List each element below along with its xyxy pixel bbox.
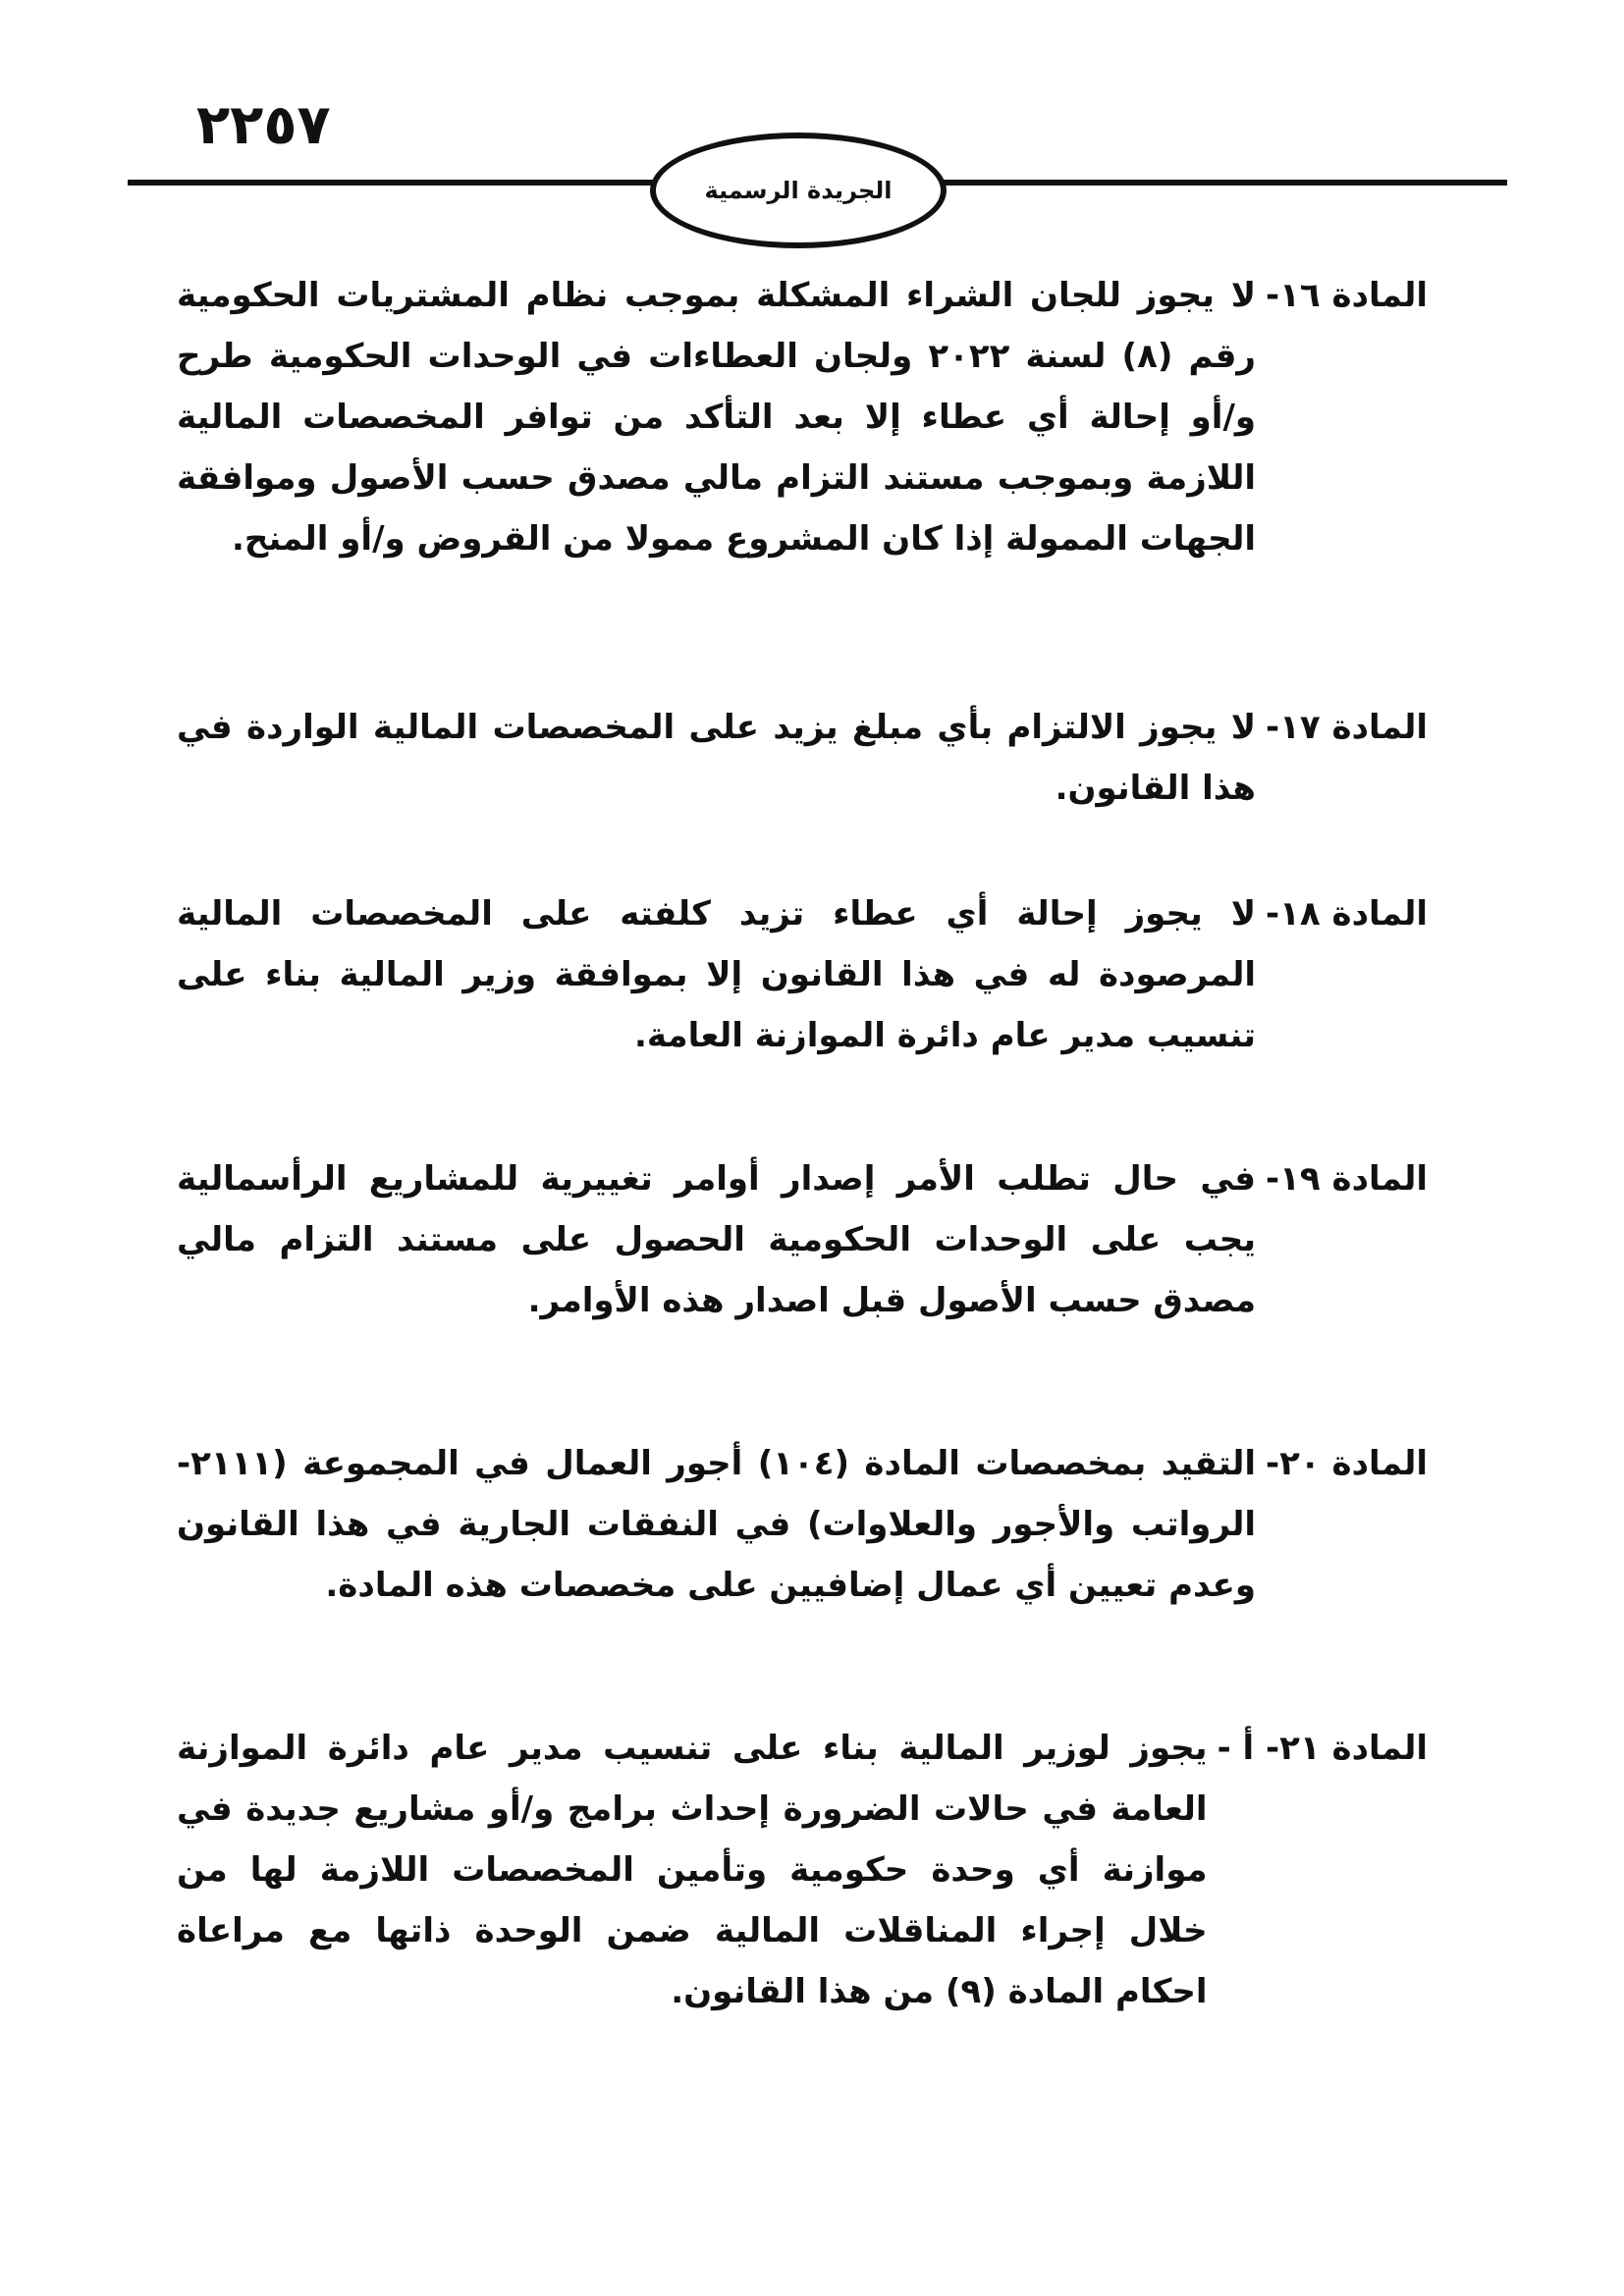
- article-text: في حال تطلب الأمر إصدار أوامر تغييرية للمشاريع الرأسمالية يجب على الوحدات الحكومية الحصول على مستند التزام مالي مصدق حسب الأصول قبل اصدار هذه الأوامر.: [177, 1159, 1257, 1320]
- article-17: [177, 697, 1428, 819]
- article-16: [177, 265, 1428, 569]
- article-text: يجوز لوزير المالية بناء على تنسيب مدير عام دائرة الموازنة العامة في حالات الضرورة إحداث برامج و/أو مشاريع جديدة في موازنة أي وحدة حكومية وتأمين المخصصات اللازمة لها من خلال إجراء المناقلات المالية ضمن الوحدة ذاتها مع مراعاة احكام المادة (٩) من هذا القانون.: [177, 1729, 1208, 2011]
- article-text: لا يجوز إحالة أي عطاء تزيد كلفته على المخصصات المالية المرصودة له في هذا القانون إلا بموافقة وزير المالية بناء على تنسيب مدير عام دائرة الموازنة العامة.: [177, 894, 1257, 1055]
- article-label: المادة ١٩-: [1266, 1159, 1428, 1199]
- page-number: ٢٢٥٧: [196, 93, 331, 157]
- article-text: لا يجوز للجان الشراء المشكلة بموجب نظام المشتريات الحكومية رقم (٨) لسنة ٢٠٢٢ ولجان العطاءات في الوحدات الحكومية طرح و/أو إحالة أي عطاء إلا بعد التأكد من توافر المخصصات المالية اللازمة وبموجب مستند التزام مالي مصدق حسب الأصول وموافقة الجهات الممولة إذا كان المشروع ممولا من القروض و/أو المنح.: [177, 276, 1257, 559]
- article-label: المادة ٢٠-: [1266, 1444, 1428, 1483]
- article-label: المادة ١٧-: [1266, 708, 1428, 747]
- article-19: [177, 1148, 1428, 1331]
- article-18: [177, 883, 1428, 1066]
- article-text: لا يجوز الالتزام بأي مبلغ يزيد على المخصصات المالية الواردة في هذا القانون.: [177, 708, 1257, 808]
- article-label: المادة ١٨-: [1266, 894, 1428, 934]
- article-21: [177, 1718, 1428, 2022]
- article-20: [177, 1433, 1428, 1616]
- article-label: المادة ١٦-: [1266, 276, 1428, 315]
- gazette-title-oval: [650, 133, 947, 248]
- article-text: التقيد بمخصصات المادة (١٠٤) أجور العمال في المجموعة (٢١١١- الرواتب والأجور والعلاوات) في النفقات الجارية في هذا القانون وعدم تعيين أي عمال إضافيين على مخصصات هذه المادة.: [177, 1444, 1257, 1605]
- gazette-title: الجريدة الرسمية: [704, 177, 893, 204]
- article-label: المادة ٢١- أ -: [1217, 1729, 1428, 1768]
